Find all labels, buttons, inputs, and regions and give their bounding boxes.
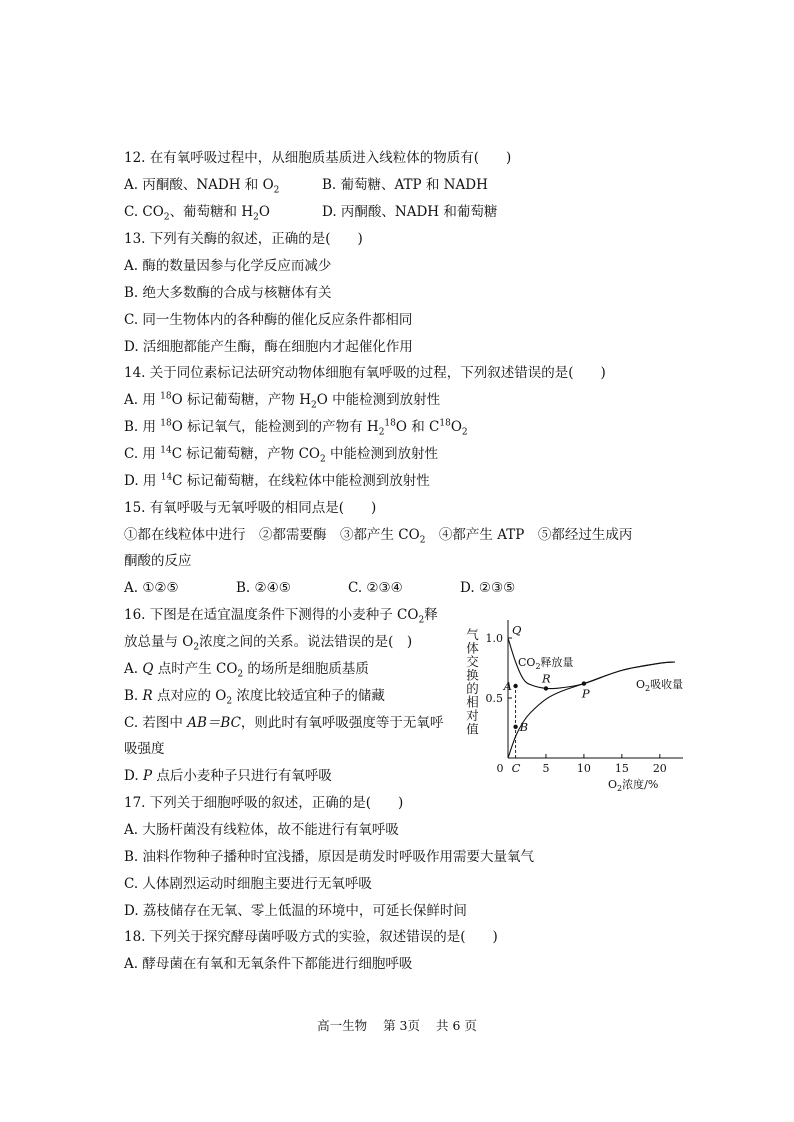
q15-option-c: C. ②③④ — [348, 580, 403, 596]
page-footer — [0, 1016, 794, 1034]
point-label-b: B — [519, 719, 529, 734]
footer-subject: 高一生物 — [317, 1018, 368, 1033]
o2-series-label: $O_2$吸收量 — [636, 678, 684, 693]
q16-option-a: A. Q 点时产生 $CO_2$ 的场所是细胞质基质 — [124, 661, 369, 680]
x-tick-label: 20 — [652, 762, 667, 775]
q15-option-a: A. ①②⑤ — [124, 580, 179, 596]
point-label-r: R — [541, 671, 551, 686]
y-tick-label: 1.0 — [485, 632, 503, 645]
q17-option-a: A. 大肠杆菌没有线粒体，故不能进行有氧呼吸 — [124, 822, 399, 838]
q15-option-d: D. ②③⑤ — [460, 580, 516, 596]
q14-option-a: A. 用 $^{18}$O 标记葡萄糖，产物 $H_2O$ 中能检测到放射性 — [124, 391, 441, 411]
q12-option-c: C. $CO_2$、葡萄糖和 $H_2O$ — [124, 204, 270, 223]
q14-option-b: B. 用 $^{18}$O 标记氧气，能检测到的产物有 $H_2^{18}O$ 和 $C^{18}O_2$ — [124, 418, 468, 438]
q15-option-b: B. ②④⑤ — [236, 580, 291, 596]
point-label-q: Q — [512, 623, 522, 637]
q12-stem: 12. 在有氧呼吸过程中，从细胞质基质进入线粒体的物质有( ) — [124, 150, 512, 166]
q16-option-b: B. R 点对应的 $O_2$ 浓度比较适宜种子的储藏 — [124, 688, 385, 707]
q16-option-c-cont: 吸强度 — [124, 741, 165, 757]
y-tick-label: 0.5 — [485, 692, 503, 705]
q16-option-d: D. P 点后小麦种子只进行有氧呼吸 — [124, 768, 332, 784]
point-r — [544, 686, 548, 690]
q17-stem: 17. 下列关于细胞呼吸的叙述，正确的是( ) — [124, 795, 404, 811]
q14-option-c: C. 用 $^{14}$C 标记葡萄糖，产物 $CO_2$ 中能检测到放射性 — [124, 445, 439, 465]
q12-option-d: D. 丙酮酸、NADH 和葡萄糖 — [322, 204, 498, 220]
point-b — [513, 725, 517, 729]
point-label-p: P — [581, 686, 590, 701]
q13-option-c: C. 同一生物体内的各种酶的催化反应条件都相同 — [124, 312, 413, 328]
q16-option-c: C. 若图中 AB＝BC，则此时有氧呼吸强度等于无氧呼 — [124, 715, 444, 731]
q15-stem: 15. 有氧呼吸与无氧呼吸的相同点是( ) — [124, 500, 377, 516]
q17-option-b: B. 油料作物种子播种时宜浅播，原因是萌发时呼吸作用需要大量氧气 — [124, 849, 535, 865]
point-p — [582, 681, 586, 685]
q13-option-d: D. 活细胞都能产生酶，酶在细胞内才起催化作用 — [124, 339, 413, 355]
q16-gas-exchange-chart — [460, 608, 700, 796]
x-tick-label: 10 — [576, 762, 591, 775]
q18-stem: 18. 下列关于探究酵母菌呼吸方式的实验，叙述错误的是( ) — [124, 929, 498, 945]
o2-uptake-curve — [508, 662, 675, 758]
q17-option-d: D. 荔枝储存在无氧、零上低温的环境中，可延长保鲜时间 — [124, 903, 467, 919]
point-a — [513, 684, 517, 688]
q13-option-a: A. 酶的数量因参与化学反应而减少 — [124, 258, 332, 274]
co2-series-label: $CO_2$释放量 — [518, 656, 574, 671]
q13-stem: 13. 下列有关酶的叙述，正确的是( ) — [124, 231, 363, 247]
x-axis-label: $O_2$浓度/% — [608, 778, 659, 793]
q17-option-c: C. 人体剧烈运动时细胞主要进行无氧呼吸 — [124, 876, 372, 892]
y-axis-label: 气体交换的相对值 — [464, 628, 480, 736]
q14-option-d: D. 用 $^{14}$C 标记葡萄糖，在线粒体中能检测到放射性 — [124, 472, 430, 489]
x-tick-label: 15 — [614, 762, 629, 775]
footer-page: 第 3页 — [383, 1018, 421, 1033]
q15-items-cont: 酮酸的反应 — [124, 553, 192, 569]
q15-items: ①都在线粒体中进行 ②都需要酶 ③都产生 $CO_2$ ④都产生 ATP ⑤都经过生成丙 — [124, 527, 633, 546]
q12-option-b: B. 葡萄糖、ATP 和 NADH — [322, 177, 488, 193]
q16-stem-line1: 16. 下图是在适宜温度条件下测得的小麦种子 $CO_2$释 — [124, 607, 438, 626]
x-tick-label: 0 — [496, 762, 504, 775]
q16-stem-line2: 放总量与 $O_2$浓度之间的关系。说法错误的是( ) — [124, 634, 413, 653]
x-tick-label: 5 — [542, 762, 550, 775]
q13-option-b: B. 绝大多数酶的合成与核糖体有关 — [124, 285, 332, 301]
q12-option-a: A. 丙酮酸、NADH 和 $O_2$ — [124, 177, 280, 196]
footer-total: 共 6 页 — [436, 1018, 477, 1033]
point-label-a: A — [503, 679, 512, 693]
q14-stem: 14. 关于同位素标记法研究动物体细胞有氧呼吸的过程，下列叙述错误的是( ) — [124, 365, 606, 381]
q18-option-a: A. 酵母菌在有氧和无氧条件下都能进行细胞呼吸 — [124, 956, 413, 972]
point-label-c: C — [511, 761, 521, 775]
